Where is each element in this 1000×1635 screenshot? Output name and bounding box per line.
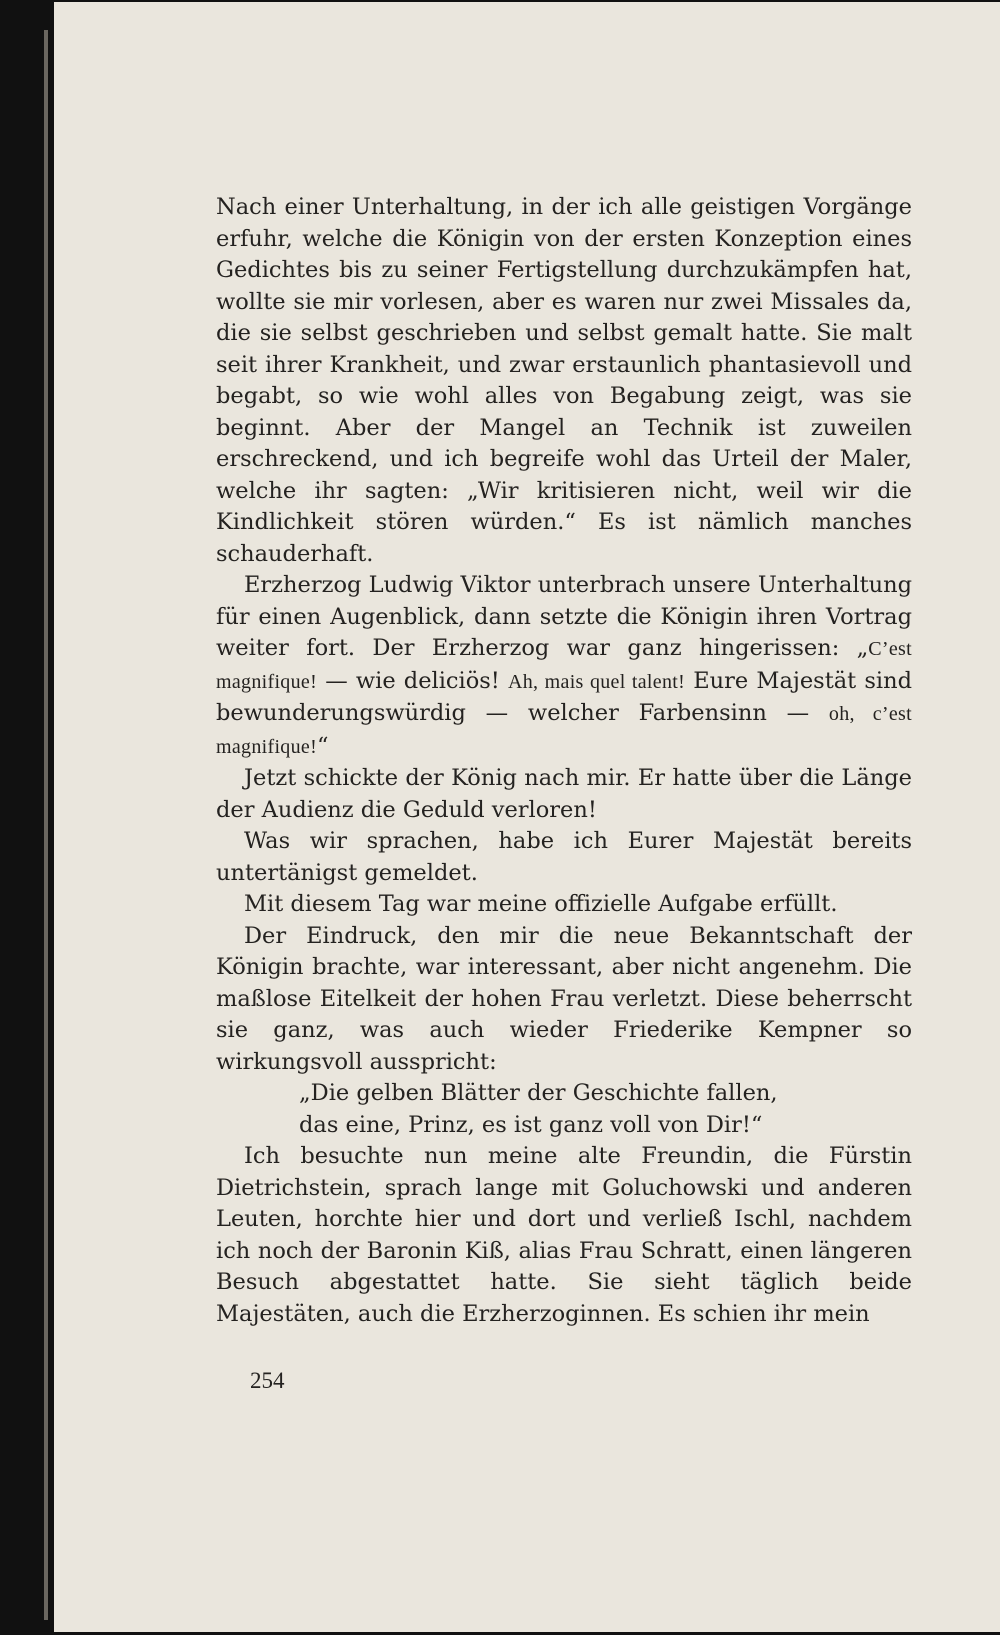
paragraph-2 — [216, 570, 912, 763]
paragraph-2-text-a: Erzherzog Ludwig Viktor unterbrach unsere Unterhaltung für einen Augenblick, dann setzte die Königin ihren Vortrag weiter fort. Der Erzherzog war ganz hingerissen: „ — [216, 572, 912, 661]
paragraph-2-french-a: C’est magnifique! — [216, 638, 912, 693]
paragraph-2-text-d: “ — [317, 732, 329, 759]
paragraph-4: Was wir sprachen, habe ich Eurer Majestät bereits untertänigst gemeldet. — [216, 828, 912, 886]
paragraph-2-text-b: — wie deliciös! — [317, 667, 509, 694]
page-number: 254 — [250, 1368, 285, 1393]
paragraph-6: Der Eindruck, den mir die neue Bekanntschaft der Königin brachte, war interessant, aber nicht angenehm. Die maßlose Eitelkeit der hohen Frau verletzt. Diese beherrscht sie ganz, was auch wieder Friederike Kempner so wirkungsvoll ausspricht: — [216, 922, 912, 1075]
book-spine — [44, 30, 48, 1620]
paragraph-2-french-c: oh, c’est magnifique! — [216, 703, 912, 758]
paragraph-1: Nach einer Unterhaltung, in der ich alle geistigen Vorgänge erfuhr, welche die Königin von der ersten Konzeption eines Gedichtes bis zu seiner Fertigstellung durchzukämpfen hat, wollte sie mir vorlesen, aber es waren nur zwei Missales da, die sie selbst geschrieben und selbst gemalt hatte. Sie malt seit ihrer Krankheit, und zwar erstaunlich phantasievoll und begabt, so wie wohl alles von Begabung zeigt, was sie beginnt. Aber der Mangel an Technik ist zuweilen erschreckend, und ich begreife wohl das Urteil der Maler, welche ihr sagten: „Wir kritisieren nicht, weil wir die Kindlichkeit stören würden.“ Es ist nämlich manches schauderhaft. — [216, 194, 912, 567]
verse-quote — [216, 1078, 912, 1141]
paragraph-5: Mit diesem Tag war meine offizielle Aufgabe erfüllt. — [244, 891, 838, 917]
verse-line-2: das eine, Prinz, es ist ganz voll von Dir!“ — [299, 1111, 763, 1138]
paragraph-7: Ich besuchte nun meine alte Freundin, die Fürstin Dietrichstein, sprach lange mit Goluchowski und anderen Leuten, horchte hier und dort und verließ Ischl, nachdem ich noch der Baronin Kiß, alias Frau Schratt, einen längeren Besuch abgestattet hatte. Sie sieht täglich beide Majestäten, auch die Erzherzoginnen. Es schien ihr mein — [216, 1143, 912, 1327]
paragraph-2-text-c: Eure Majestät sind bewunderungswürdig — welcher Farbensinn — — [216, 667, 912, 726]
paragraph-2-french-b: Ah, mais quel talent! — [508, 670, 686, 693]
paragraph-3: Jetzt schickte der König nach mir. Er hatte über die Länge der Audienz die Geduld verloren! — [216, 765, 912, 823]
page-body — [216, 192, 912, 1330]
verse-line-1: „Die gelben Blätter der Geschichte fallen, — [299, 1080, 778, 1106]
